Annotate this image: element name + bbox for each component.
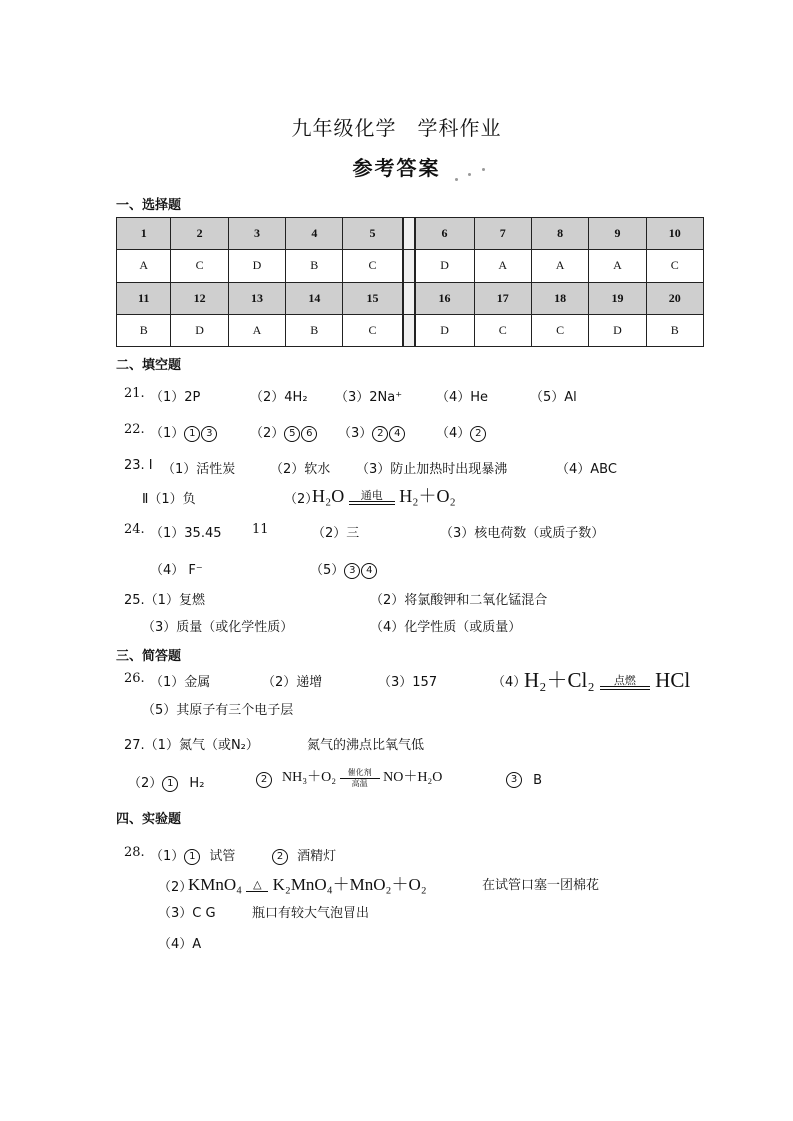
equation-reactants: NH₃＋O₂ <box>282 770 337 785</box>
q26-answer-4-label: （4） <box>492 675 527 690</box>
answer-text: 试管 <box>209 849 236 864</box>
circled-number: 4 <box>361 563 377 579</box>
table-cell: D <box>589 314 646 346</box>
q21-answer-5: （5）Al <box>530 390 577 405</box>
table-cell: 4 <box>286 218 343 250</box>
circled-number: 6 <box>301 426 317 442</box>
q22-answer-3 <box>338 422 406 442</box>
circled-number: 1 <box>184 426 200 442</box>
table-cell: A <box>117 250 171 282</box>
circled-number: 3 <box>506 772 522 788</box>
q25-answer-4: （4）化学性质（或质量） <box>370 620 522 635</box>
table-cell: A <box>228 314 285 346</box>
q28-answer-2-label: （2） <box>158 880 193 895</box>
q24-answer-2: （2）三 <box>312 526 360 541</box>
equation-arrow <box>340 767 380 788</box>
q21-answer-2: （2）4H₂ <box>250 390 308 405</box>
q27-answer-1: 27.（1）氮气（或N₂） <box>124 738 259 753</box>
table-cell: A <box>531 250 588 282</box>
q23-part2-answer-1: Ⅱ（1）负 <box>142 492 196 507</box>
table-cell: C <box>646 250 703 282</box>
q24-answer-4: （4） F⁻ <box>150 563 203 578</box>
table-divider <box>403 250 415 282</box>
q28-answer-3: （3）C G <box>158 906 216 921</box>
equation-reactants: H₂O <box>312 486 345 506</box>
q28-answer-2b: 在试管口塞一团棉花 <box>482 878 600 893</box>
q28-answer-4: （4）A <box>158 937 202 952</box>
table-cell: A <box>589 250 646 282</box>
q22-answer-1 <box>150 422 218 442</box>
table-cell: B <box>117 314 171 346</box>
q22-answer-2 <box>250 422 318 442</box>
part-label: （1） <box>150 426 185 441</box>
part-label: （1） <box>150 849 185 864</box>
table-cell: 20 <box>646 282 703 314</box>
circled-number: 2 <box>470 426 486 442</box>
q25-answer-3: （3）质量（或化学性质） <box>142 620 294 635</box>
section-heading-choice: 一、选择题 <box>116 198 182 213</box>
equation-condition: △ <box>253 879 262 892</box>
answer-text: B <box>533 772 543 788</box>
equation-arrow <box>349 490 395 505</box>
section-heading-fill: 二、填空题 <box>116 358 182 373</box>
equation-condition: 通电 <box>360 489 383 503</box>
table-cell: 8 <box>531 218 588 250</box>
table-cell: D <box>171 314 228 346</box>
scan-speck <box>455 178 458 181</box>
q26-answer-1: （1）金属 <box>150 675 211 690</box>
circled-number: 4 <box>389 426 405 442</box>
circled-number: 2 <box>272 849 288 865</box>
table-divider <box>403 218 415 250</box>
q23-number: 23. Ⅰ <box>124 458 153 473</box>
table-cell: C <box>474 314 531 346</box>
page-title: 九年级化学 学科作业 <box>291 116 502 140</box>
equation-products: K₂MnO₄＋MnO₂＋O₂ <box>272 875 427 894</box>
table-cell: 1 <box>117 218 171 250</box>
q24-answer-3: （3）核电荷数（或质子数） <box>440 526 605 541</box>
equation-condition-top: 催化剂 <box>347 768 372 778</box>
part-label: （5） <box>310 563 345 578</box>
q24-number: 24. <box>124 522 145 537</box>
ammonia-oxidation-equation <box>282 766 442 788</box>
part-label: （3） <box>338 426 373 441</box>
equation-products: NO＋H₂O <box>383 770 443 785</box>
table-cell: 7 <box>474 218 531 250</box>
table-cell: 11 <box>117 282 171 314</box>
table-cell: 15 <box>343 282 403 314</box>
table-cell: C <box>343 250 403 282</box>
equation-products: HCl <box>655 668 691 692</box>
q21-answer-4: （4）He <box>436 390 489 405</box>
circled-number: 1 <box>184 849 200 865</box>
single-line <box>246 891 268 892</box>
q23-part2-label: （2） <box>284 492 319 507</box>
q24-answer-1: （1）35.45 <box>150 526 222 541</box>
answer-text: 酒精灯 <box>297 849 337 864</box>
table-cell: C <box>171 250 228 282</box>
part-label: （2） <box>250 426 285 441</box>
table-cell: 6 <box>415 218 475 250</box>
circled-number: 5 <box>284 426 300 442</box>
section-heading-short-answer: 三、简答题 <box>116 649 182 664</box>
circled-number: 3 <box>201 426 217 442</box>
circled-number: 2 <box>372 426 388 442</box>
table-cell: D <box>228 250 285 282</box>
table-cell: 3 <box>228 218 285 250</box>
circled-number: 1 <box>162 776 178 792</box>
electrolysis-equation <box>312 482 456 508</box>
page-subtitle: 参考答案 <box>352 156 441 180</box>
q21-answer-1: （1）2P <box>150 390 201 405</box>
q22-answer-4 <box>436 422 487 442</box>
q28-answer-1 <box>150 845 235 865</box>
q23-answer-1: （1）活性炭 <box>162 462 236 477</box>
table-cell: 16 <box>415 282 475 314</box>
table-cell: B <box>646 314 703 346</box>
table-divider <box>403 314 415 346</box>
answer-table <box>116 217 704 347</box>
q21-answer-3: （3）2Na⁺ <box>335 390 403 405</box>
q22-number: 22. <box>124 422 145 437</box>
q27-answer-2b <box>256 772 273 788</box>
equation-condition-bottom: 高温 <box>351 779 368 789</box>
q25-answer-1: 25.（1）复燃 <box>124 593 205 608</box>
equation-reactants: KMnO₄ <box>188 875 243 894</box>
equation-arrow <box>600 675 650 690</box>
section-heading-experiment: 四、实验题 <box>116 812 182 827</box>
q27-answer-1b: 氮气的沸点比氧气低 <box>307 738 425 753</box>
table-cell: 18 <box>531 282 588 314</box>
scan-speck <box>468 173 471 176</box>
table-cell: 5 <box>343 218 403 250</box>
equation-arrow <box>246 880 268 892</box>
table-cell: 14 <box>286 282 343 314</box>
q24-answer-5 <box>310 559 378 579</box>
table-cell: 13 <box>228 282 285 314</box>
q28-answer-1b <box>272 845 336 865</box>
circled-number: 3 <box>344 563 360 579</box>
equation-products: H₂＋O₂ <box>399 486 456 506</box>
answer-text: H₂ <box>189 776 205 791</box>
q23-answer-2: （2）软水 <box>270 462 331 477</box>
table-cell: B <box>286 314 343 346</box>
table-divider <box>403 282 415 314</box>
q27-answer-2 <box>128 772 204 792</box>
table-cell: C <box>343 314 403 346</box>
q26-answer-5: （5）其原子有三个电子层 <box>142 703 294 718</box>
table-cell: 10 <box>646 218 703 250</box>
table-cell: B <box>286 250 343 282</box>
table-cell: 9 <box>589 218 646 250</box>
q28-number: 28. <box>124 845 145 860</box>
permanganate-decomposition-equation <box>188 870 427 895</box>
q28-answer-3b: 瓶口有较大气泡冒出 <box>252 906 370 921</box>
combustion-equation <box>524 664 690 694</box>
q23-answer-3: （3）防止加热时出现暴沸 <box>356 462 508 477</box>
table-cell: A <box>474 250 531 282</box>
scan-speck <box>482 168 485 171</box>
q25-answer-2: （2）将氯酸钾和二氧化锰混合 <box>370 593 548 608</box>
q26-number: 26. <box>124 671 145 686</box>
q23-answer-4: （4）ABC <box>556 462 617 477</box>
q26-answer-2: （2）递增 <box>262 675 323 690</box>
table-cell: D <box>415 250 475 282</box>
table-cell: 19 <box>589 282 646 314</box>
table-cell: C <box>531 314 588 346</box>
q21-number: 21. <box>124 386 145 401</box>
table-cell: D <box>415 314 475 346</box>
q26-answer-3: （3）157 <box>378 675 438 690</box>
table-cell: 12 <box>171 282 228 314</box>
part-label: （4） <box>436 426 471 441</box>
table-cell: 2 <box>171 218 228 250</box>
q27-answer-2c <box>506 772 542 788</box>
part-label: （2） <box>128 776 163 791</box>
equation-condition: 点燃 <box>613 673 636 687</box>
table-cell: 17 <box>474 282 531 314</box>
q24-answer-1b: 11 <box>252 522 269 537</box>
circled-number: 2 <box>256 772 272 788</box>
equation-reactants: H₂＋Cl₂ <box>524 668 595 692</box>
